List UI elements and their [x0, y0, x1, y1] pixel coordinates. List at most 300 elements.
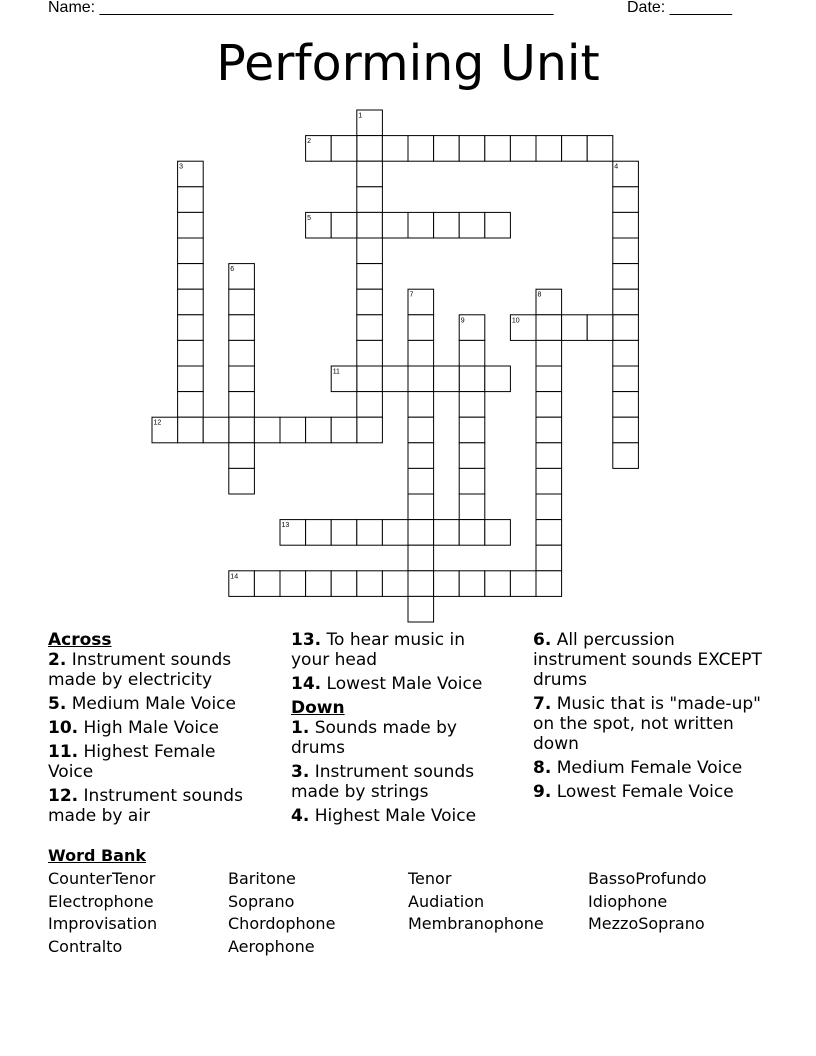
grid-cell-box[interactable]	[613, 289, 639, 315]
grid-cell-box[interactable]	[434, 212, 460, 238]
grid-cell[interactable]	[382, 212, 408, 238]
grid-cell[interactable]	[357, 315, 383, 341]
grid-cell-box[interactable]	[408, 468, 434, 494]
clue-number: 8.	[533, 758, 552, 778]
grid-cell-box[interactable]	[408, 366, 434, 392]
grid-cell[interactable]	[536, 289, 562, 315]
grid-cell-box[interactable]	[178, 264, 204, 290]
across-clue-13	[291, 630, 506, 670]
grid-cell-box[interactable]	[357, 392, 383, 418]
grid-cell[interactable]	[459, 392, 485, 418]
word-bank-item: MezzoSoprano	[588, 914, 705, 933]
grid-cell-box[interactable]	[382, 136, 408, 162]
grid-cell[interactable]	[203, 417, 229, 443]
grid-cell-box[interactable]	[434, 571, 460, 597]
grid-cell-box[interactable]	[357, 264, 383, 290]
word-bank-item: Idiophone	[588, 891, 668, 911]
grid-cell[interactable]	[408, 289, 434, 315]
grid-cell[interactable]	[357, 161, 383, 187]
grid-cell[interactable]	[357, 417, 383, 443]
grid-cell[interactable]	[536, 417, 562, 443]
grid-cell[interactable]	[229, 392, 255, 418]
grid-cell[interactable]	[357, 289, 383, 315]
grid-cell-box[interactable]	[408, 443, 434, 469]
grid-cell[interactable]	[306, 417, 332, 443]
grid-cell-box[interactable]	[229, 289, 255, 315]
grid-cell-box[interactable]	[434, 366, 460, 392]
grid-cell-box[interactable]	[459, 136, 485, 162]
grid-cell-box[interactable]	[485, 366, 511, 392]
grid-cell[interactable]	[306, 136, 332, 162]
grid-cell[interactable]	[357, 264, 383, 290]
word-bank-item: Aerophone	[228, 936, 315, 956]
grid-cell-number: 9	[460, 317, 465, 325]
grid-cell-number: 4	[614, 163, 619, 171]
down-heading: Down	[291, 698, 345, 718]
grid-cell[interactable]	[178, 340, 204, 366]
grid-cell[interactable]	[408, 212, 434, 238]
grid-cell[interactable]	[408, 571, 434, 597]
grid-cell[interactable]	[459, 520, 485, 546]
clue-number: 14.	[291, 674, 322, 694]
grid-cell[interactable]	[229, 366, 255, 392]
grid-cell[interactable]	[254, 571, 280, 597]
grid-cell[interactable]	[229, 443, 255, 469]
grid-cell-box[interactable]	[331, 212, 357, 238]
grid-cell-box[interactable]	[536, 340, 562, 366]
grid-cell[interactable]	[536, 443, 562, 469]
grid-cell-box[interactable]	[306, 520, 332, 546]
grid-cell-box[interactable]	[459, 366, 485, 392]
grid-cell[interactable]	[434, 571, 460, 597]
grid-cell[interactable]	[229, 468, 255, 494]
grid-cell[interactable]	[331, 366, 357, 392]
grid-cell[interactable]	[306, 212, 332, 238]
grid-cell[interactable]	[178, 315, 204, 341]
grid-cell[interactable]	[459, 136, 485, 162]
grid-cell-box[interactable]	[408, 340, 434, 366]
grid-cell[interactable]	[357, 136, 383, 162]
grid-cell[interactable]	[408, 417, 434, 443]
grid-cell-box[interactable]	[613, 366, 639, 392]
grid-cell-box[interactable]	[459, 468, 485, 494]
grid-cell-box[interactable]	[536, 315, 562, 341]
grid-cell[interactable]	[280, 571, 306, 597]
grid-cell[interactable]	[357, 366, 383, 392]
grid-cell[interactable]	[357, 110, 383, 136]
down-clue-6	[533, 630, 763, 690]
grid-cell[interactable]	[613, 315, 639, 341]
clue-text: Medium Male Voice	[66, 694, 236, 714]
grid-cell-box[interactable]	[485, 520, 511, 546]
grid-cell[interactable]	[382, 520, 408, 546]
clue-number: 11.	[48, 742, 79, 762]
grid-cell-box[interactable]	[357, 366, 383, 392]
grid-cell[interactable]	[562, 136, 588, 162]
across-clue-11	[48, 742, 263, 782]
grid-cell[interactable]	[536, 494, 562, 520]
across-clue-14	[291, 674, 506, 694]
grid-cell-box[interactable]	[178, 187, 204, 213]
grid-cell[interactable]	[408, 392, 434, 418]
grid-cell[interactable]	[510, 571, 536, 597]
down-clue-3	[291, 762, 506, 802]
grid-cell-box[interactable]	[536, 520, 562, 546]
grid-cell[interactable]	[408, 520, 434, 546]
grid-cell-box[interactable]	[408, 545, 434, 571]
clue-number: 2.	[48, 650, 67, 670]
grid-cell[interactable]	[536, 545, 562, 571]
word-bank	[48, 846, 768, 958]
grid-cell-number: 1	[358, 112, 363, 120]
grid-cell[interactable]	[459, 468, 485, 494]
grid-cell-box[interactable]	[408, 417, 434, 443]
grid-cell[interactable]	[152, 417, 178, 443]
grid-cell-box[interactable]	[357, 315, 383, 341]
across-clue-2	[48, 650, 263, 690]
grid-cell[interactable]	[459, 494, 485, 520]
grid-cell-box[interactable]	[536, 366, 562, 392]
clue-text: Lowest Male Voice	[321, 674, 483, 694]
grid-cell[interactable]	[178, 212, 204, 238]
grid-cell[interactable]	[408, 468, 434, 494]
grid-cell-box[interactable]	[536, 417, 562, 443]
grid-cell-box[interactable]	[536, 392, 562, 418]
grid-cell[interactable]	[408, 494, 434, 520]
grid-cell[interactable]	[613, 161, 639, 187]
grid-cell[interactable]	[459, 315, 485, 341]
grid-cell[interactable]	[178, 187, 204, 213]
grid-cell[interactable]	[357, 392, 383, 418]
grid-cell-box[interactable]	[331, 520, 357, 546]
grid-cell-box[interactable]	[178, 238, 204, 264]
grid-cell[interactable]	[485, 366, 511, 392]
grid-cell[interactable]	[536, 571, 562, 597]
grid-cell-box[interactable]	[459, 494, 485, 520]
grid-cell[interactable]	[536, 520, 562, 546]
grid-cell-box[interactable]	[178, 212, 204, 238]
grid-cell-box[interactable]	[306, 571, 332, 597]
grid-cell-box[interactable]	[280, 417, 306, 443]
grid-cell[interactable]	[434, 520, 460, 546]
grid-cell[interactable]	[613, 187, 639, 213]
grid-cell-box[interactable]	[408, 212, 434, 238]
grid-cell[interactable]	[536, 136, 562, 162]
word-bank-item: Contralto	[48, 936, 123, 956]
grid-cell-box[interactable]	[331, 571, 357, 597]
grid-cell-box[interactable]	[459, 520, 485, 546]
grid-cell-box[interactable]	[306, 417, 332, 443]
grid-cell[interactable]	[178, 264, 204, 290]
clues-column-2	[291, 630, 506, 830]
grid-cell[interactable]	[178, 392, 204, 418]
grid-cell-box[interactable]	[510, 571, 536, 597]
grid-cell[interactable]	[331, 417, 357, 443]
clue-number: 9.	[533, 782, 552, 802]
grid-cell[interactable]	[357, 571, 383, 597]
grid-cell-box[interactable]	[485, 136, 511, 162]
grid-cell[interactable]	[306, 520, 332, 546]
grid-cell-box[interactable]	[178, 366, 204, 392]
grid-cell[interactable]	[613, 238, 639, 264]
grid-cell-box[interactable]	[229, 443, 255, 469]
clue-text: Lowest Female Voice	[551, 782, 734, 802]
grid-cell[interactable]	[613, 340, 639, 366]
grid-cell-box[interactable]	[613, 340, 639, 366]
grid-cell-box[interactable]	[459, 417, 485, 443]
grid-cell[interactable]	[331, 136, 357, 162]
grid-cell-box[interactable]	[536, 545, 562, 571]
grid-cell-number: 14	[230, 573, 239, 581]
grid-cell-box[interactable]	[459, 340, 485, 366]
clue-text: Instrument sounds made by air	[48, 786, 243, 826]
grid-cell-box[interactable]	[254, 571, 280, 597]
grid-cell-box[interactable]	[408, 520, 434, 546]
grid-cell-box[interactable]	[357, 417, 383, 443]
grid-cell[interactable]	[178, 161, 204, 187]
clue-text: All percussion instrument sounds EXCEPT drums	[533, 630, 762, 690]
grid-cell[interactable]	[408, 596, 434, 622]
grid-cell[interactable]	[178, 238, 204, 264]
clue-number: 10.	[48, 718, 79, 738]
clue-number: 3.	[291, 762, 310, 782]
down-clue-9	[533, 782, 763, 802]
clue-number: 7.	[533, 694, 552, 714]
grid-cell[interactable]	[229, 340, 255, 366]
grid-cell[interactable]	[459, 417, 485, 443]
grid-cell-box[interactable]	[178, 392, 204, 418]
grid-cell[interactable]	[510, 315, 536, 341]
grid-cell[interactable]	[613, 289, 639, 315]
grid-cell-box[interactable]	[562, 136, 588, 162]
grid-cell[interactable]	[536, 340, 562, 366]
grid-cell-box[interactable]	[434, 136, 460, 162]
grid-cell-box[interactable]	[613, 417, 639, 443]
grid-cell-box[interactable]	[229, 315, 255, 341]
grid-cell[interactable]	[178, 417, 204, 443]
grid-cell[interactable]	[331, 212, 357, 238]
clue-number: 6.	[533, 630, 552, 650]
clue-number: 1.	[291, 718, 310, 738]
grid-cell-box[interactable]	[357, 520, 383, 546]
grid-cell[interactable]	[229, 264, 255, 290]
grid-cell[interactable]	[485, 212, 511, 238]
grid-cell-box[interactable]	[459, 392, 485, 418]
grid-cell-box[interactable]	[178, 315, 204, 341]
grid-cell[interactable]	[613, 212, 639, 238]
grid-cell[interactable]	[613, 366, 639, 392]
clue-text: Highest Female Voice	[48, 742, 216, 782]
grid-cell-box[interactable]	[382, 571, 408, 597]
grid-cell-box[interactable]	[587, 136, 613, 162]
word-bank-heading: Word Bank	[48, 846, 147, 865]
grid-cell[interactable]	[357, 187, 383, 213]
grid-cell-box[interactable]	[536, 136, 562, 162]
grid-cell[interactable]	[357, 340, 383, 366]
grid-cell[interactable]	[536, 315, 562, 341]
grid-cell[interactable]	[382, 571, 408, 597]
grid-cell-box[interactable]	[331, 417, 357, 443]
grid-cell-box[interactable]	[613, 315, 639, 341]
grid-cell[interactable]	[408, 366, 434, 392]
clue-text: Highest Male Voice	[309, 806, 477, 826]
grid-cell[interactable]	[434, 136, 460, 162]
word-bank-item: Membranophone	[408, 914, 544, 933]
grid-cell-box[interactable]	[408, 315, 434, 341]
grid-cell-box[interactable]	[613, 392, 639, 418]
grid-cell[interactable]	[587, 315, 613, 341]
grid-cell[interactable]	[408, 545, 434, 571]
grid-cell[interactable]	[485, 520, 511, 546]
grid-cell[interactable]	[229, 315, 255, 341]
grid-cell-box[interactable]	[382, 366, 408, 392]
grid-cell[interactable]	[536, 468, 562, 494]
grid-cell-box[interactable]	[613, 187, 639, 213]
clues-column-3	[533, 630, 763, 806]
grid-cell[interactable]	[485, 571, 511, 597]
grid-cell-number: 2	[307, 138, 312, 146]
grid-cell[interactable]	[280, 520, 306, 546]
grid-cell-box[interactable]	[613, 264, 639, 290]
grid-cell[interactable]	[510, 136, 536, 162]
grid-cell-box[interactable]	[485, 212, 511, 238]
grid-cell-box[interactable]	[331, 136, 357, 162]
word-bank-item: CounterTenor	[48, 869, 156, 888]
grid-cell-box[interactable]	[510, 136, 536, 162]
grid-cell[interactable]	[306, 571, 332, 597]
grid-cell-number: 6	[230, 266, 235, 274]
grid-cell[interactable]	[536, 366, 562, 392]
grid-cell-box[interactable]	[613, 212, 639, 238]
grid-cell[interactable]	[331, 571, 357, 597]
word-bank-item: Soprano	[228, 891, 295, 911]
grid-cell[interactable]	[357, 520, 383, 546]
grid-cell[interactable]	[178, 289, 204, 315]
grid-cell[interactable]	[485, 136, 511, 162]
grid-cell-box[interactable]	[203, 417, 229, 443]
grid-cell-box[interactable]	[408, 136, 434, 162]
word-bank-item: Improvisation	[48, 914, 158, 933]
grid-cell[interactable]	[280, 417, 306, 443]
grid-cell-box[interactable]	[613, 238, 639, 264]
grid-cell-number: 5	[307, 214, 312, 222]
grid-cell-box[interactable]	[229, 468, 255, 494]
clue-number: 12.	[48, 786, 79, 806]
grid-cell-box[interactable]	[434, 520, 460, 546]
grid-cell[interactable]	[178, 366, 204, 392]
grid-cell[interactable]	[331, 520, 357, 546]
grid-cell[interactable]	[229, 289, 255, 315]
down-clue-1	[291, 718, 506, 758]
grid-cell[interactable]	[382, 366, 408, 392]
grid-cell-box[interactable]	[178, 340, 204, 366]
grid-cell-box[interactable]	[178, 289, 204, 315]
across-clue-5	[48, 694, 263, 714]
grid-cell-box[interactable]	[229, 366, 255, 392]
grid-cell-box[interactable]	[459, 571, 485, 597]
word-bank-item: Tenor	[408, 869, 452, 888]
grid-cell[interactable]	[459, 340, 485, 366]
grid-cell-box[interactable]	[382, 212, 408, 238]
grid-cell[interactable]	[254, 417, 280, 443]
grid-cell-box[interactable]	[485, 571, 511, 597]
grid-cell-box[interactable]	[229, 340, 255, 366]
grid-cell-number: 13	[281, 522, 290, 530]
grid-cell[interactable]	[408, 340, 434, 366]
grid-cell[interactable]	[408, 136, 434, 162]
date-field-label[interactable]: Date: _______	[627, 0, 732, 16]
grid-cell-box[interactable]	[357, 340, 383, 366]
grid-cell[interactable]	[434, 212, 460, 238]
grid-cell[interactable]	[459, 366, 485, 392]
grid-cell-box[interactable]	[408, 392, 434, 418]
grid-cell-box[interactable]	[536, 571, 562, 597]
grid-cell-box[interactable]	[357, 289, 383, 315]
word-bank-item: BassoProfundo	[588, 869, 707, 888]
grid-cell-box[interactable]	[408, 494, 434, 520]
grid-cell-box[interactable]	[536, 494, 562, 520]
grid-cell-box[interactable]	[357, 238, 383, 264]
grid-cell[interactable]	[229, 571, 255, 597]
grid-cell[interactable]	[382, 136, 408, 162]
grid-cell[interactable]	[434, 366, 460, 392]
grid-cell-box[interactable]	[357, 212, 383, 238]
grid-cell-box[interactable]	[382, 520, 408, 546]
grid-cell-box[interactable]	[254, 417, 280, 443]
grid-cell[interactable]	[587, 136, 613, 162]
clues-column-1	[48, 630, 263, 830]
grid-cell-box[interactable]	[562, 315, 588, 341]
grid-cell[interactable]	[229, 417, 255, 443]
grid-cell-box[interactable]	[459, 443, 485, 469]
grid-cell-box[interactable]	[178, 417, 204, 443]
grid-cell[interactable]	[562, 315, 588, 341]
grid-cell[interactable]	[613, 264, 639, 290]
grid-cell-box[interactable]	[536, 443, 562, 469]
page-title: Performing Unit	[216, 35, 600, 92]
grid-cell-box[interactable]	[357, 161, 383, 187]
grid-cell[interactable]	[357, 212, 383, 238]
grid-cell-box[interactable]	[357, 187, 383, 213]
grid-cell[interactable]	[613, 443, 639, 469]
grid-cell[interactable]	[613, 392, 639, 418]
grid-cell[interactable]	[357, 238, 383, 264]
grid-cell[interactable]	[408, 443, 434, 469]
down-clue-7	[533, 694, 763, 754]
grid-cell-box[interactable]	[613, 443, 639, 469]
grid-cell-box[interactable]	[459, 212, 485, 238]
grid-cell[interactable]	[536, 392, 562, 418]
grid-cell[interactable]	[459, 443, 485, 469]
grid-cell-box[interactable]	[229, 392, 255, 418]
grid-cell[interactable]	[613, 417, 639, 443]
grid-cell-box[interactable]	[408, 571, 434, 597]
grid-cell-box[interactable]	[357, 136, 383, 162]
grid-cell-box[interactable]	[536, 468, 562, 494]
name-field-label[interactable]: Name: ___________________________________________________	[48, 0, 554, 16]
grid-cell[interactable]	[459, 571, 485, 597]
grid-cell-box[interactable]	[587, 315, 613, 341]
grid-cell-number: 3	[179, 163, 184, 171]
grid-cell-box[interactable]	[280, 571, 306, 597]
grid-cell[interactable]	[408, 315, 434, 341]
grid-cell-box[interactable]	[357, 571, 383, 597]
grid-cell[interactable]	[459, 212, 485, 238]
grid-cell-box[interactable]	[229, 417, 255, 443]
grid-cell-box[interactable]	[408, 596, 434, 622]
word-bank-item: Chordophone	[228, 914, 336, 933]
header	[48, 0, 748, 21]
